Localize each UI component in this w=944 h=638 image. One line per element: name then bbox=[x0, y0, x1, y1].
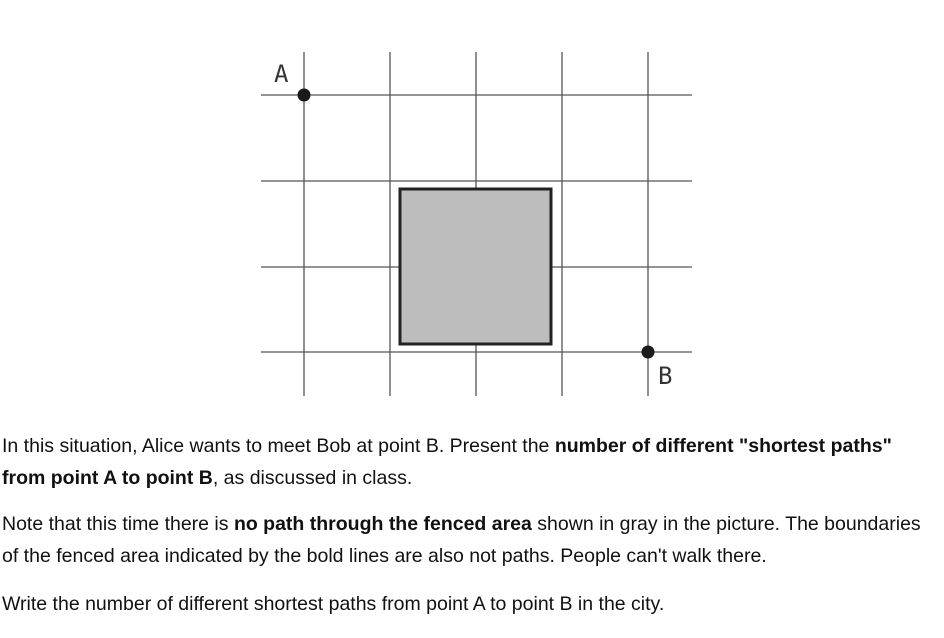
p2-text-end: shown in gray in the picture. The boundaries of the fenced area indicated by the bold lines are also not paths. People can't walk there. bbox=[2, 513, 921, 567]
point-a-label: A bbox=[274, 60, 289, 88]
p1-text-end: , as discussed in class. bbox=[212, 467, 413, 489]
fenced-area bbox=[400, 189, 551, 344]
p1-text-start: In this situation, Alice wants to meet Bob at point B. Present the bbox=[2, 435, 555, 457]
p2-bold-text: no path through the fenced area bbox=[233, 513, 532, 535]
instruction-paragraph-3: Write the number of different shortest paths from point A to point B in the city. bbox=[2, 593, 665, 615]
point-b-marker bbox=[642, 346, 655, 359]
p1-bold-text: number of different "shortest paths" from point A to point B bbox=[2, 435, 892, 489]
instruction-paragraph-2 bbox=[2, 508, 940, 572]
point-b-label: B bbox=[658, 362, 673, 390]
point-a-marker bbox=[298, 89, 311, 102]
instruction-paragraph-1 bbox=[2, 430, 940, 494]
p2-text-start: Note that this time there is bbox=[2, 513, 234, 535]
